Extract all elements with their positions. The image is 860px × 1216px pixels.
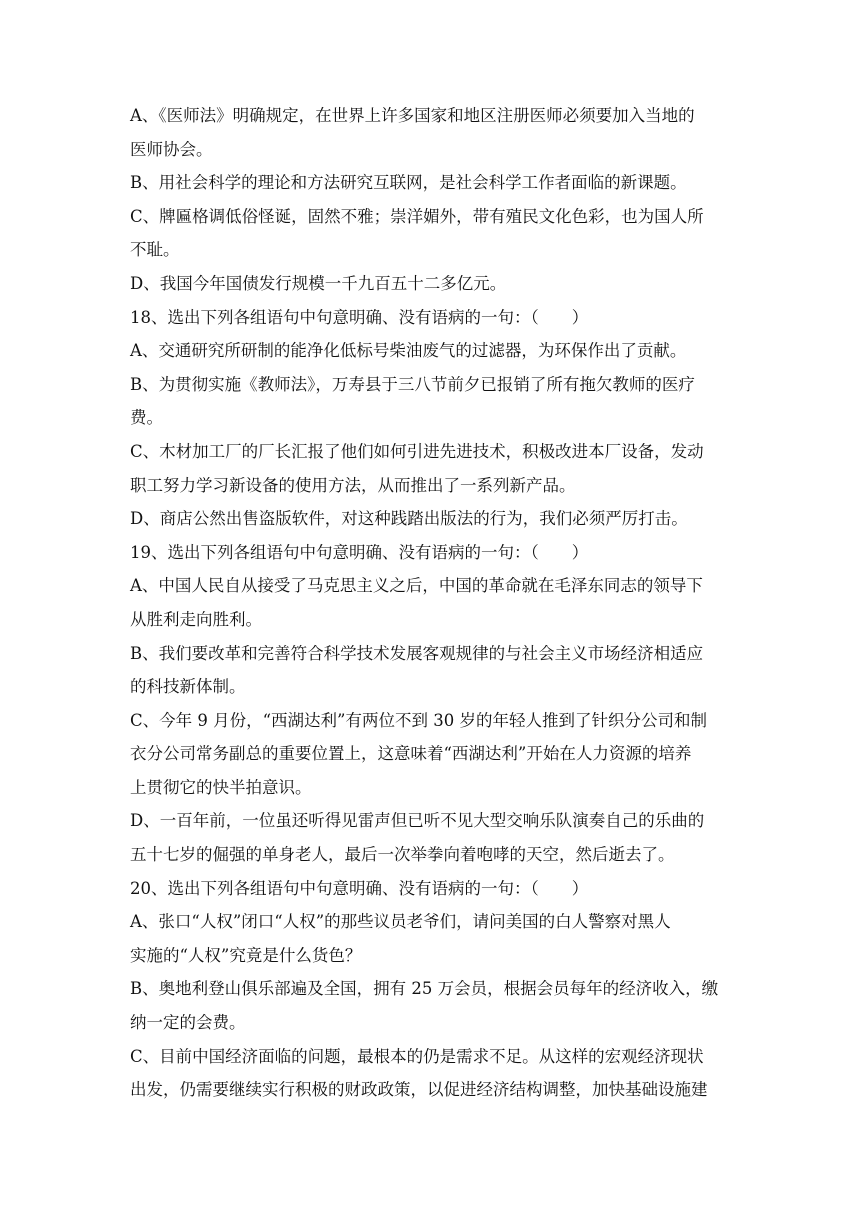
text-line: C、目前中国经济面临的问题，最根本的仍是需求不足。从这样的宏观经济现状 <box>130 1046 704 1066</box>
paragraph-opt-b-19 <box>130 637 730 704</box>
text-line: A、《医师法》明确规定，在世界上许多国家和地区注册医师必须要加入当地的 <box>130 106 695 125</box>
paragraph-opt-d-19 <box>130 804 730 871</box>
paragraph-opt-c-18 <box>130 435 730 502</box>
text-line: D、一百年前，一位虽还听得见雷声但已听不见大型交响乐队演奏自己的乐曲的 <box>130 811 705 831</box>
paragraph-opt-d-18 <box>130 502 730 536</box>
text-line: 的科技新体制。 <box>130 677 246 697</box>
paragraph-opt-a-20 <box>130 905 730 972</box>
paragraph-q19 <box>130 536 730 570</box>
text-line: B、我们要改革和完善符合科学技术发展客观规律的与社会主义市场经济相适应 <box>130 643 704 663</box>
text-line: 职工努力学习新设备的使用方法，从而推出了一系列新产品。 <box>130 475 576 495</box>
text-line: 费。 <box>130 408 163 428</box>
paragraph-opt-a-17 <box>130 99 730 166</box>
text-line: C、木材加工厂的厂长汇报了他们如何引进先进技术，积极改进本厂设备，发动 <box>130 441 704 461</box>
text-line: A、中国人民自从接受了马克思主义之后，中国的革命就在毛泽东同志的领导下 <box>130 576 703 596</box>
text-line: C、今年 9 月份，“西湖达利”有两位不到 30 岁的年轻人推到了针织分公司和制 <box>130 710 707 730</box>
text-line: 出发，仍需要继续实行积极的财政政策，以促进经济结构调整，加快基础设施建 <box>130 1080 708 1100</box>
text-line: 不耻。 <box>130 240 180 260</box>
text-line: B、用社会科学的理论和方法研究互联网，是社会科学工作者面临的新课题。 <box>130 173 687 193</box>
paragraph-opt-b-17 <box>130 166 730 200</box>
paragraph-opt-c-17 <box>130 200 730 267</box>
text-line: 实施的“人权”究竟是什么货色？ <box>130 945 362 965</box>
paragraph-q20 <box>130 872 730 906</box>
text-line: D、商店公然出售盗版软件，对这种践踏出版法的行为，我们必须严厉打击。 <box>130 509 688 529</box>
paragraph-opt-b-18 <box>130 368 730 435</box>
text-line: 从胜利走向胜利。 <box>130 609 262 629</box>
text-line: 五十七岁的倔强的单身老人，最后一次举拳向着咆哮的天空，然后逝去了。 <box>130 845 675 865</box>
text-line: B、为贯彻实施《教师法》，万寿县于三八节前夕已报销了所有拖欠教师的医疗 <box>130 374 695 394</box>
paragraph-opt-a-18 <box>130 334 730 368</box>
paragraph-opt-d-17 <box>130 267 730 301</box>
text-line: A、交通研究所研制的能净化低标号柴油废气的过滤器，为环保作出了贡献。 <box>130 341 687 361</box>
text-line: A、张口“人权”闭口“人权”的那些议员老爷们，请问美国的白人警察对黑人 <box>130 912 671 932</box>
text-line: 纳一定的会费。 <box>130 1013 246 1033</box>
text-line: 医师协会。 <box>130 139 213 159</box>
text-line: 18、选出下列各组语句中句意明确、没有语病的一句：（ ） <box>130 307 589 327</box>
document-body <box>130 99 730 1107</box>
text-line: 衣分公司常务副总的重要位置上，这意味着“西湖达利”开始在人力资源的培养 <box>130 744 692 764</box>
text-line: 20、选出下列各组语句中句意明确、没有语病的一句：（ ） <box>130 878 589 898</box>
paragraph-opt-c-19 <box>130 704 730 805</box>
text-line: D、我国今年国债发行规模一千九百五十二多亿元。 <box>130 273 507 293</box>
text-line: C、牌匾格调低俗怪诞，固然不雅；崇洋媚外，带有殖民文化色彩，也为国人所 <box>130 206 704 226</box>
paragraph-opt-c-20 <box>130 1040 730 1107</box>
text-line: B、奥地利登山俱乐部遍及全国，拥有 25 万会员，根据会员每年的经济收入，缴 <box>130 979 719 999</box>
paragraph-opt-a-19 <box>130 569 730 636</box>
paragraph-q18 <box>130 301 730 335</box>
paragraph-opt-b-20 <box>130 972 730 1039</box>
text-line: 19、选出下列各组语句中句意明确、没有语病的一句：（ ） <box>130 542 589 562</box>
text-line: 上贯彻它的快半拍意识。 <box>130 777 312 797</box>
